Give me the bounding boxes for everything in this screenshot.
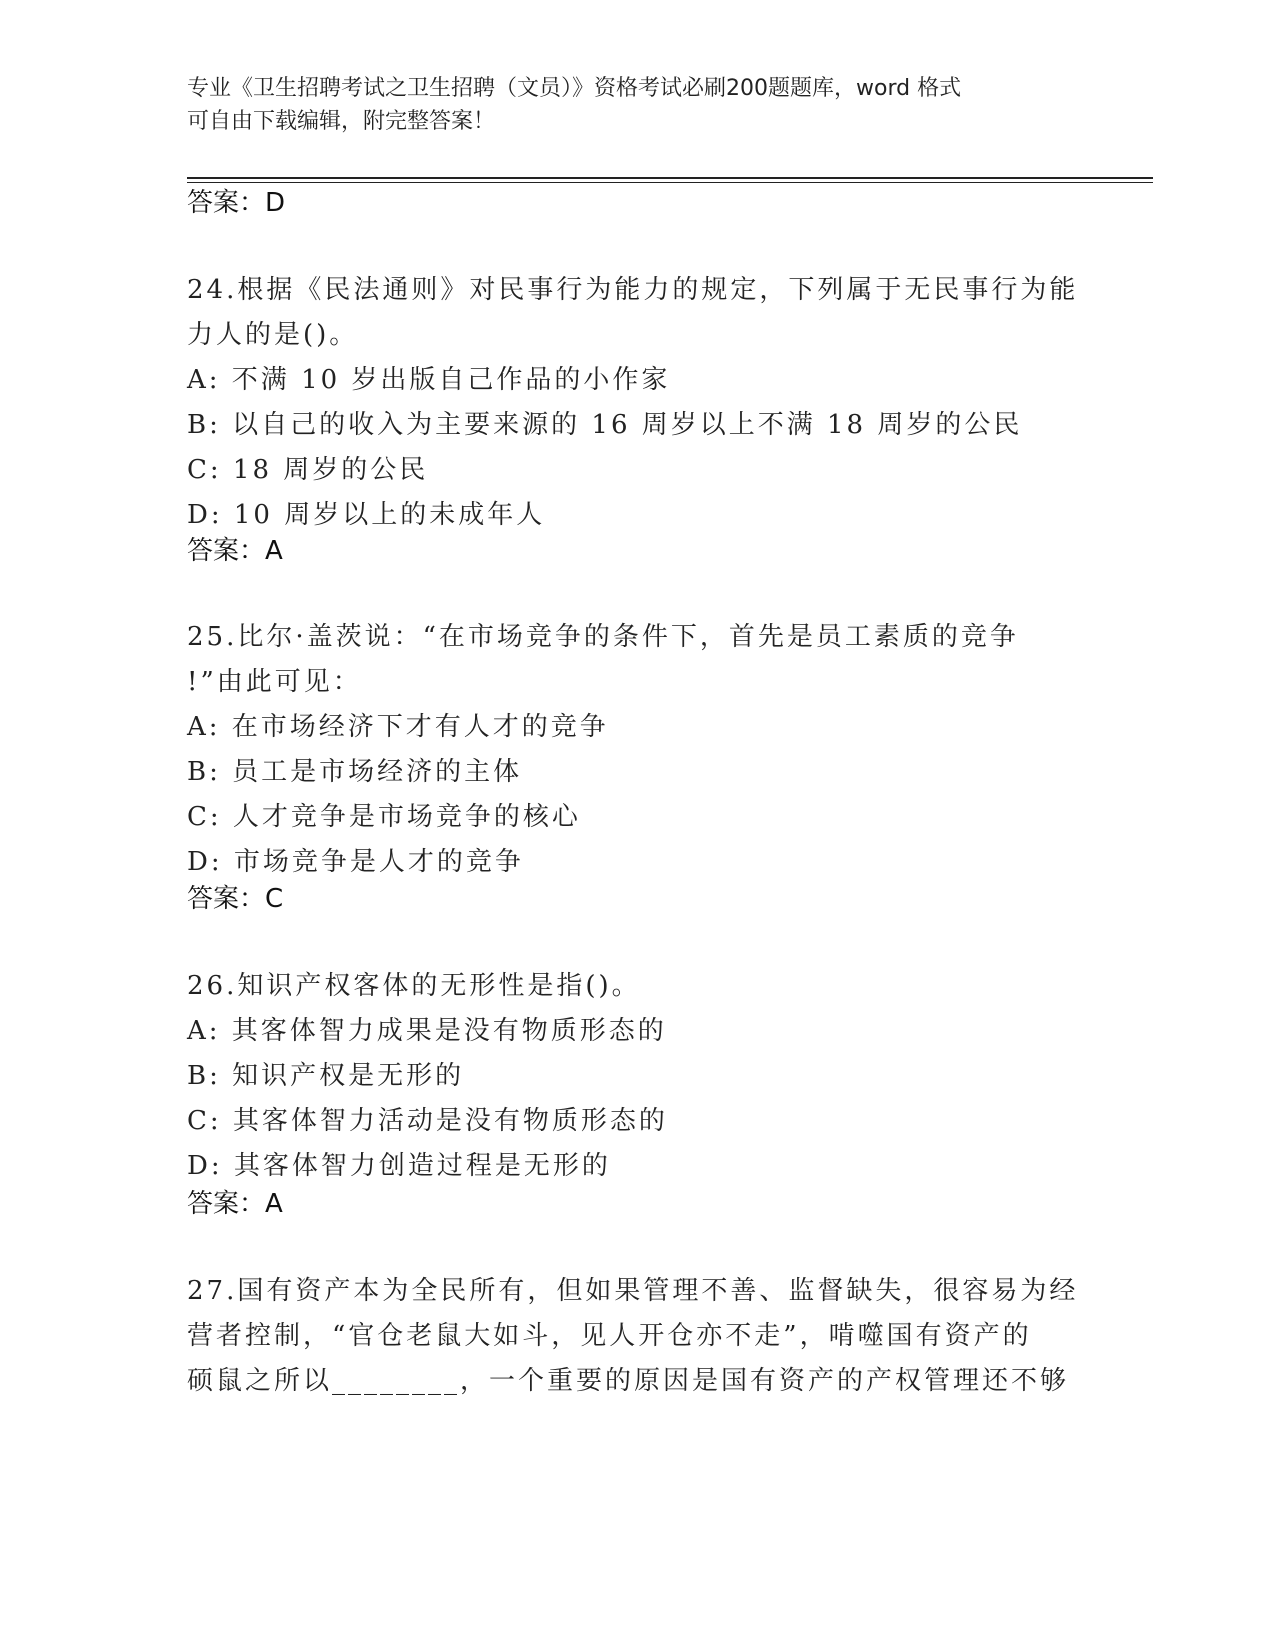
option-b: B: 员工是市场经济的主体 bbox=[187, 757, 523, 787]
question-24 bbox=[187, 268, 1087, 538]
option-c: C: 人才竞争是市场竞争的核心 bbox=[187, 802, 581, 832]
question-text-line: 营者控制，“官仓老鼠大如斗，见人开仓亦不走”，啃噬国有资产的 bbox=[187, 1321, 1032, 1351]
question-text-line: 24.根据《民法通则》对民事行为能力的规定，下列属于无民事行为能 bbox=[187, 275, 1079, 305]
question-text-line: 27.国有资产本为全民所有，但如果管理不善、监督缺失，很容易为经 bbox=[187, 1276, 1079, 1306]
header-line-1: 专业《卫生招聘考试之卫生招聘（文员）》资格考试必刷200题题库，word 格式 bbox=[187, 76, 962, 101]
header-rule-thin bbox=[187, 182, 1153, 183]
option-d: D: 市场竞争是人才的竞争 bbox=[187, 847, 524, 877]
option-b: B: 以自己的收入为主要来源的 16 周岁以上不满 18 周岁的公民 bbox=[187, 410, 1023, 440]
question-text-line: 26.知识产权客体的无形性是指()。 bbox=[187, 971, 641, 1001]
answer-line: 答案：D bbox=[187, 188, 286, 218]
document-header bbox=[187, 72, 1067, 138]
question-text-line: !”由此可见： bbox=[187, 667, 362, 697]
question-text-line: 25.比尔·盖茨说：“在市场竞争的条件下，首先是员工素质的竞争 bbox=[187, 622, 1019, 652]
option-d: D: 其客体智力创造过程是无形的 bbox=[187, 1151, 611, 1181]
answer-line: 答案：A bbox=[187, 536, 283, 566]
answer-line: 答案：A bbox=[187, 1189, 283, 1219]
header-rule-thick bbox=[187, 177, 1153, 179]
option-c: C: 18 周岁的公民 bbox=[187, 455, 429, 485]
question-text-line: 力人的是()。 bbox=[187, 320, 359, 350]
option-a: A: 在市场经济下才有人才的竞争 bbox=[187, 712, 609, 742]
header-line-2: 可自由下载编辑，附完整答案！ bbox=[187, 109, 496, 134]
option-d: D: 10 周岁以上的未成年人 bbox=[187, 500, 546, 530]
answer-line: 答案：C bbox=[187, 884, 284, 914]
question-27 bbox=[187, 1269, 1087, 1404]
question-25 bbox=[187, 615, 1087, 885]
option-b: B: 知识产权是无形的 bbox=[187, 1061, 465, 1091]
question-26 bbox=[187, 964, 1087, 1189]
option-c: C: 其客体智力活动是没有物质形态的 bbox=[187, 1106, 668, 1136]
question-text-line: 硕鼠之所以________，一个重要的原因是国有资产的产权管理还不够 bbox=[187, 1366, 1070, 1396]
option-a: A: 不满 10 岁出版自己作品的小作家 bbox=[187, 365, 671, 395]
option-a: A: 其客体智力成果是没有物质形态的 bbox=[187, 1016, 667, 1046]
